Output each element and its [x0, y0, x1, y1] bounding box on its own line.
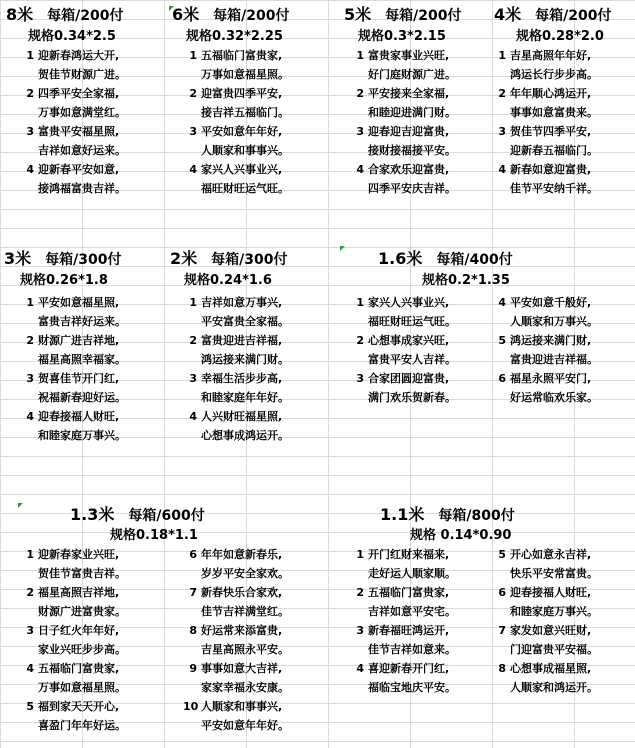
item-number: 6	[498, 586, 506, 599]
item-number: 3	[498, 125, 506, 138]
couplet-line-2: 富贵迎进吉祥福。	[510, 353, 598, 366]
item-number: 5	[26, 700, 34, 713]
panel-header	[4, 250, 121, 269]
couplet-line-2: 好门庭财源广进。	[368, 68, 456, 81]
couplet-line-2: 贺佳节富贵吉祥。	[38, 567, 126, 580]
couplet-line-1: 合家团圆迎富贵,	[368, 372, 450, 385]
couplet-line-1: 财源广进吉祥地,	[38, 334, 120, 347]
cell-marker	[18, 503, 23, 508]
size-label: 2米	[170, 249, 198, 268]
item-number: 4	[356, 163, 364, 176]
couplet-line-1: 年年顺心鸿运开,	[510, 87, 592, 100]
item-number: 2	[356, 87, 364, 100]
couplet-line-1: 迎新春鸿运大开,	[38, 49, 120, 62]
spec-label: 规格0.24*1.6	[184, 273, 272, 288]
couplet-line-2: 人顺家和鸿运开。	[510, 681, 598, 694]
couplet-line-2: 福星高照幸福家。	[38, 353, 126, 366]
item-number: 9	[189, 662, 197, 675]
couplet-line-2: 祝福新春迎好运。	[38, 391, 126, 404]
box-quantity: 每箱/600付	[128, 508, 205, 524]
couplet-line-2: 福临宝地庆平安。	[368, 681, 456, 694]
item-number: 2	[189, 334, 197, 347]
cell-marker	[340, 246, 345, 251]
couplet-line-2: 好运常临欢乐家。	[510, 391, 598, 404]
box-quantity: 每箱/300付	[45, 252, 122, 268]
item-number: 1	[26, 548, 34, 561]
size-label: 4米	[494, 5, 522, 24]
item-number: 3	[26, 624, 34, 637]
couplet-line-1: 喜迎新春开门红,	[368, 662, 450, 675]
item-number: 2	[26, 586, 34, 599]
couplet-line-1: 平安如意千般好,	[510, 296, 592, 309]
size-label: 1.3米	[70, 505, 115, 524]
item-number: 4	[26, 410, 34, 423]
item-number: 2	[26, 334, 34, 347]
item-number: 1	[498, 49, 506, 62]
spec-label: 规格0.2*1.35	[422, 273, 510, 288]
couplet-line-1: 好运常来添富贵,	[201, 624, 283, 637]
couplet-line-2: 接鸿福富贵吉祥。	[38, 182, 126, 195]
couplet-line-1: 开心如意永吉祥,	[510, 548, 592, 561]
spec-label: 规格0.3*2.15	[358, 29, 446, 44]
couplet-line-1: 迎春迎吉迎富贵,	[368, 125, 450, 138]
couplet-line-2: 接吉祥五福临门。	[201, 106, 289, 119]
box-quantity: 每箱/200付	[47, 8, 124, 24]
item-number: 4	[189, 410, 197, 423]
couplet-line-1: 平安如意年年好,	[201, 125, 283, 138]
panel-header	[494, 6, 611, 25]
couplet-line-1: 事事如意大吉祥,	[201, 662, 283, 675]
item-number: 1	[26, 49, 34, 62]
item-number: 2	[498, 87, 506, 100]
panel-header	[70, 506, 205, 525]
couplet-line-1: 新春如意迎富贵,	[510, 163, 592, 176]
couplet-line-2: 满门欢乐贺新春。	[368, 391, 456, 404]
couplet-line-1: 迎新春平安如意,	[38, 163, 120, 176]
panel-header	[344, 6, 461, 25]
couplet-line-2: 接财接福接平安。	[368, 144, 456, 157]
item-number: 4	[356, 662, 364, 675]
couplet-line-2: 佳节吉祥如意来。	[368, 643, 456, 656]
item-number: 1	[26, 296, 34, 309]
item-number: 3	[189, 125, 197, 138]
size-label: 8米	[6, 5, 34, 24]
item-number: 6	[498, 372, 506, 385]
item-number: 1	[189, 49, 197, 62]
couplet-line-1: 贺佳节四季平安,	[510, 125, 592, 138]
couplet-line-2: 心想事成鸿运开。	[201, 429, 289, 442]
size-label: 6米	[172, 5, 200, 24]
item-number: 4	[26, 662, 34, 675]
couplet-line-2: 平安如意年年好。	[201, 719, 289, 732]
item-number: 7	[498, 624, 506, 637]
spec-label: 规格0.26*1.8	[20, 273, 108, 288]
couplet-line-2: 快乐平安常富贵。	[510, 567, 598, 580]
item-number: 4	[189, 163, 197, 176]
couplet-line-1: 心想事成家兴旺,	[368, 334, 450, 347]
couplet-line-2: 佳节平安纳千祥。	[510, 182, 598, 195]
couplet-line-1: 幸福生活步步高,	[201, 372, 283, 385]
size-label: 1.1米	[380, 505, 425, 524]
couplet-line-1: 四季平安全家福,	[38, 87, 120, 100]
couplet-line-1: 平安如意福星照,	[38, 296, 120, 309]
item-number: 6	[189, 548, 197, 561]
couplet-line-1: 福星永照平安门,	[510, 372, 592, 385]
couplet-line-2: 鸿运接来满门财。	[201, 353, 289, 366]
couplet-line-1: 五福临门富贵家,	[201, 49, 283, 62]
couplet-line-1: 家兴人兴事业兴,	[201, 163, 283, 176]
item-number: 2	[356, 334, 364, 347]
item-number: 1	[189, 296, 197, 309]
couplet-line-2: 吉祥如意好运来。	[38, 144, 126, 157]
panel-header	[170, 250, 287, 269]
couplet-line-1: 人兴财旺福星照,	[201, 410, 283, 423]
couplet-line-2: 福旺财旺运气旺。	[368, 315, 456, 328]
spec-label: 规格0.32*2.25	[186, 29, 283, 44]
couplet-line-1: 吉星高照年年好,	[510, 49, 592, 62]
item-number: 10	[183, 700, 199, 713]
couplet-line-2: 和睦迎进满门财。	[368, 106, 456, 119]
couplet-line-2: 迎新春五福临门。	[510, 144, 598, 157]
spec-label: 规格0.28*2.0	[516, 29, 604, 44]
couplet-line-2: 家业兴旺步步高。	[38, 643, 126, 656]
item-number: 1	[356, 548, 364, 561]
couplet-line-1: 迎富贵四季平安,	[201, 87, 283, 100]
couplet-line-1: 五福临门富贵家,	[368, 586, 450, 599]
box-quantity: 每箱/400付	[436, 252, 513, 268]
couplet-line-1: 心想事成福星照,	[510, 662, 592, 675]
couplet-line-2: 万事如意福星照。	[38, 681, 126, 694]
couplet-line-1: 吉祥如意万事兴,	[201, 296, 283, 309]
item-number: 2	[356, 586, 364, 599]
couplet-line-1: 人顺家和事事兴,	[201, 700, 283, 713]
couplet-line-2: 人顺家和事事兴。	[201, 144, 289, 157]
item-number: 1	[356, 296, 364, 309]
couplet-line-2: 吉星高照永平安。	[201, 643, 289, 656]
panel-header	[6, 6, 123, 25]
couplet-line-2: 和睦家庭万事兴。	[510, 605, 598, 618]
item-number: 3	[356, 372, 364, 385]
item-number: 3	[26, 372, 34, 385]
couplet-line-2: 平安富贵全家福。	[201, 315, 289, 328]
spec-label: 规格 0.14*0.90	[410, 528, 512, 543]
panel-header	[380, 506, 515, 525]
couplet-line-2: 佳节吉祥满堂红。	[201, 605, 289, 618]
couplet-line-2: 万事如意福星照。	[201, 68, 289, 81]
item-number: 1	[356, 49, 364, 62]
item-number: 3	[356, 624, 364, 637]
couplet-line-1: 开门红财来福来,	[368, 548, 450, 561]
couplet-line-1: 贺喜佳节开门红,	[38, 372, 120, 385]
box-quantity: 每箱/200付	[385, 8, 462, 24]
spec-label: 规格0.34*2.5	[28, 29, 116, 44]
item-number: 4	[498, 163, 506, 176]
item-number: 2	[189, 87, 197, 100]
couplet-line-2: 走好运人顺家顺。	[368, 567, 456, 580]
couplet-line-2: 喜盈门年年好运。	[38, 719, 126, 732]
couplet-line-2: 门迎富贵平安福。	[510, 643, 598, 656]
item-number: 4	[498, 296, 506, 309]
couplet-line-1: 迎春接福人财旺,	[38, 410, 120, 423]
item-number: 4	[26, 163, 34, 176]
couplet-line-1: 新春快乐合家欢,	[201, 586, 283, 599]
couplet-line-1: 日子红火年年好,	[38, 624, 120, 637]
item-number: 3	[26, 125, 34, 138]
size-label: 3米	[4, 249, 32, 268]
couplet-line-1: 合家欢乐迎富贵,	[368, 163, 450, 176]
couplet-line-1: 鸿运接来满门财,	[510, 334, 592, 347]
couplet-line-1: 富贵家事业兴旺,	[368, 49, 450, 62]
couplet-line-1: 五福临门富贵家,	[38, 662, 120, 675]
box-quantity: 每箱/200付	[213, 8, 290, 24]
item-number: 3	[356, 125, 364, 138]
box-quantity: 每箱/800付	[438, 508, 515, 524]
couplet-line-1: 年年如意新春乐,	[201, 548, 283, 561]
couplet-line-1: 新春福旺鸿运开,	[368, 624, 450, 637]
couplet-line-2: 和睦家庭万事兴。	[38, 429, 126, 442]
couplet-line-2: 和睦家庭年年好。	[201, 391, 289, 404]
box-quantity: 每箱/200付	[535, 8, 612, 24]
couplet-line-2: 万事如意满堂红。	[38, 106, 126, 119]
item-number: 5	[498, 334, 506, 347]
couplet-line-2: 事事如意富贵来。	[510, 106, 598, 119]
size-label: 1.6米	[378, 249, 423, 268]
couplet-line-1: 家发如意兴旺财,	[510, 624, 592, 637]
item-number: 5	[498, 548, 506, 561]
couplet-line-1: 家兴人兴事业兴,	[368, 296, 450, 309]
item-number: 7	[189, 586, 197, 599]
couplet-line-1: 福星高照吉祥地,	[38, 586, 120, 599]
item-number: 8	[189, 624, 197, 637]
couplet-line-2: 财源广进富贵家。	[38, 605, 126, 618]
couplet-line-2: 鸿运长行步步高。	[510, 68, 598, 81]
couplet-line-1: 平安接来全家福,	[368, 87, 450, 100]
couplet-line-2: 贺佳节财源广进。	[38, 68, 126, 81]
item-number: 2	[26, 87, 34, 100]
couplet-line-2: 富贵平安人吉祥。	[368, 353, 456, 366]
panel-header	[378, 250, 513, 269]
panel-header	[172, 6, 289, 25]
box-quantity: 每箱/300付	[211, 252, 288, 268]
couplet-line-2: 人顺家和万事兴。	[510, 315, 598, 328]
couplet-line-1: 迎春接福人财旺,	[510, 586, 592, 599]
spec-label: 规格0.18*1.1	[110, 528, 198, 543]
couplet-line-2: 富贵吉祥好运来。	[38, 315, 126, 328]
couplet-line-1: 福到家天天开心,	[38, 700, 120, 713]
size-label: 5米	[344, 5, 372, 24]
couplet-line-2: 四季平安庆吉祥。	[368, 182, 456, 195]
couplet-line-2: 福旺财旺运气旺。	[201, 182, 289, 195]
couplet-line-2: 岁岁平安全家欢。	[201, 567, 289, 580]
item-number: 3	[189, 372, 197, 385]
item-number: 8	[498, 662, 506, 675]
couplet-line-2: 吉祥如意平安宅。	[368, 605, 456, 618]
couplet-line-1: 富贵迎进吉祥福,	[201, 334, 283, 347]
couplet-line-1: 迎新春家业兴旺,	[38, 548, 120, 561]
couplet-line-1: 富贵平安福星照,	[38, 125, 120, 138]
couplet-line-2: 家家幸福永安康。	[201, 681, 289, 694]
